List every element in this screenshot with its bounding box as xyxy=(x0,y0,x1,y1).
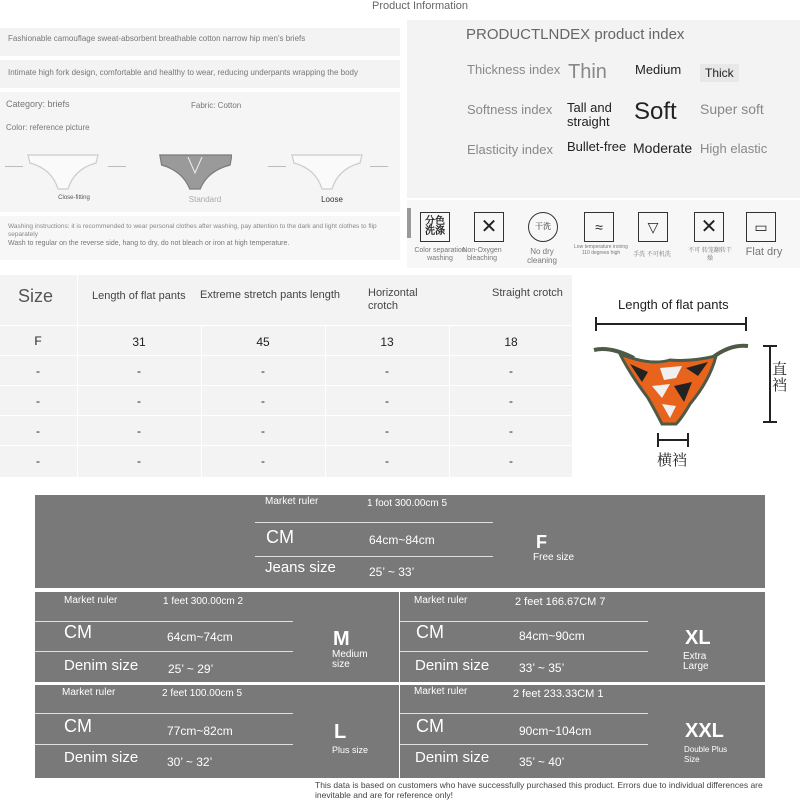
wash-label-no-dry-clean: No dry cleaning xyxy=(527,247,557,265)
footnote: This data is based on customers who have successfully purchased this product. Errors due to individual differences are inevitable and are for reference only! xyxy=(315,780,763,800)
size-letter: XXL xyxy=(685,720,724,742)
table-col-divider-3 xyxy=(325,325,326,477)
header-stretch-length: Extreme stretch pants length xyxy=(200,289,341,301)
diagram-horizontal-crotch-label: 横裆 xyxy=(657,452,688,469)
diagram-flat-length-label: Length of flat pants xyxy=(618,297,729,312)
market-ruler-value: 2 feet 233.33CM 1 xyxy=(513,688,604,700)
header-size: Size xyxy=(18,286,54,306)
cm-label: CM xyxy=(64,716,92,736)
separate-wash-icon: 分色 洗涤 xyxy=(420,212,450,242)
table-row-line xyxy=(0,355,572,356)
attributes-panel xyxy=(0,92,400,212)
fit-label-loose: Loose xyxy=(321,195,343,204)
header-horizontal-crotch: Horizontal crotch xyxy=(368,287,418,312)
table-cell: - xyxy=(137,364,141,378)
arrow-right-line-2 xyxy=(370,166,388,167)
market-ruler-label: Market ruler xyxy=(414,595,468,606)
header-flat-length: Length of flat pants xyxy=(92,290,186,302)
table-cell: 13 xyxy=(380,335,394,349)
wash-label-no-bleach: Non-Oxygen bleaching xyxy=(462,247,502,262)
size-description: Double Plus Size xyxy=(684,745,728,764)
thickness-label: Thickness index xyxy=(467,62,561,77)
thickness-medium: Medium xyxy=(635,62,682,77)
iron-icon: ≈ xyxy=(584,212,614,242)
wash-label-separate: Color separation washing xyxy=(414,247,466,262)
arrow-left-line-2 xyxy=(268,166,286,167)
panel-divider xyxy=(400,651,648,652)
table-cell: - xyxy=(137,394,141,408)
table-row-line xyxy=(0,325,572,326)
market-ruler-label: Market ruler xyxy=(62,687,116,698)
washing-instructions: Washing instructions: it is recommended to wear personal clothes after washing, pay attention to the dark and light clothes to flip separately xyxy=(8,223,377,238)
panel-divider xyxy=(35,713,293,714)
denim-value: 33’ ~ 35’ xyxy=(519,661,565,675)
diagram-straight-crotch-label: 直裆 xyxy=(772,361,788,394)
elasticity-high-elastic: High elastic xyxy=(700,141,768,156)
cm-value: 84cm~90cm xyxy=(519,629,585,643)
no-machine-wash-icon: ▽ xyxy=(638,212,668,242)
table-cell: F xyxy=(34,334,42,348)
page-title: Product Information xyxy=(372,0,468,12)
arrow-right-line xyxy=(108,166,126,167)
loose-brief-icon xyxy=(290,153,364,193)
market-ruler-label: Market ruler xyxy=(414,686,468,697)
thickness-thin: Thin xyxy=(568,61,607,83)
table-cell: - xyxy=(261,424,265,438)
table-cell: - xyxy=(509,394,513,408)
table-row-line xyxy=(0,445,572,446)
softness-super-soft: Super soft xyxy=(700,101,764,117)
cm-value: 77cm~82cm xyxy=(167,724,233,738)
panel-divider xyxy=(400,744,648,745)
elasticity-label: Elasticity index xyxy=(467,142,553,157)
size-description: Free size xyxy=(533,552,575,563)
wash-label-iron: Low temperature ironing 110 degrees high xyxy=(574,244,628,256)
market-ruler-label: Market ruler xyxy=(265,496,319,507)
table-cell: - xyxy=(36,364,40,378)
table-col-divider-4 xyxy=(449,325,450,477)
denim-label: Jeans size xyxy=(265,559,336,576)
cm-label: CM xyxy=(64,622,92,642)
market-ruler-label: Market ruler xyxy=(64,595,118,606)
fit-label-standard: Standard xyxy=(188,195,222,204)
table-cell: - xyxy=(261,364,265,378)
camo-brief-illustration xyxy=(590,312,790,472)
product-headline: Fashionable camouflage sweat-absorbent breathable cotton narrow hip men's briefs xyxy=(8,34,306,43)
denim-label: Denim size xyxy=(415,657,490,674)
size-letter: M xyxy=(333,628,350,650)
wash-label-machine: 手洗 不可机洗 xyxy=(633,252,671,258)
market-ruler-value: 1 feet 300.00cm 2 xyxy=(163,596,244,607)
market-ruler-value: 2 feet 100.00cm 5 xyxy=(162,688,243,699)
table-cell: - xyxy=(385,394,389,408)
fit-label-close: Close-fitting xyxy=(58,195,90,201)
panel-divider xyxy=(255,556,493,557)
standard-brief-icon xyxy=(158,153,232,193)
no-dry-clean-icon: 干洗 xyxy=(528,212,558,242)
elasticity-bullet-free: Bullet-free xyxy=(567,139,627,154)
denim-value: 25’ ~ 29’ xyxy=(168,662,214,676)
panel-divider xyxy=(255,522,493,523)
fabric-text: Fabric: Cotton xyxy=(191,101,242,110)
table-cell: - xyxy=(385,424,389,438)
size-description: Medium size xyxy=(332,649,368,670)
cm-label: CM xyxy=(416,716,444,736)
panel-divider xyxy=(35,651,293,652)
no-tumble-dry-icon: ✕ xyxy=(694,212,724,242)
size-description: Plus size xyxy=(332,745,369,755)
table-cell: 18 xyxy=(504,335,518,349)
arrow-left-line xyxy=(5,166,23,167)
wash-bar-accent xyxy=(407,208,411,238)
table-cell: - xyxy=(137,454,141,468)
denim-label: Denim size xyxy=(64,749,139,766)
table-cell: - xyxy=(385,364,389,378)
table-cell: 31 xyxy=(132,335,146,349)
table-cell: - xyxy=(509,364,513,378)
table-cell: - xyxy=(509,454,513,468)
denim-label: Denim size xyxy=(415,749,490,766)
size-letter: F xyxy=(536,532,547,552)
cm-label: CM xyxy=(266,527,294,547)
table-cell: - xyxy=(137,424,141,438)
header-straight-crotch: Straight crotch xyxy=(492,287,563,299)
size-letter: L xyxy=(334,721,347,743)
table-cell: - xyxy=(36,394,40,408)
size-description: Extra Large xyxy=(683,651,709,672)
table-cell: - xyxy=(385,454,389,468)
color-text: Color: reference picture xyxy=(6,123,90,132)
softness-tall-straight: Tall and straight xyxy=(567,100,612,129)
market-ruler-value: 1 foot 300.00cm 5 xyxy=(367,498,448,509)
panel-divider xyxy=(35,744,293,745)
wash-label-flat-dry: Flat dry xyxy=(745,246,783,258)
cm-value: 64cm~74cm xyxy=(167,630,233,644)
table-cell: - xyxy=(36,454,40,468)
softness-label: Softness index xyxy=(467,102,553,117)
denim-value: 25’ ~ 33’ xyxy=(369,565,415,579)
table-col-divider-2 xyxy=(201,325,202,477)
table-cell: - xyxy=(36,424,40,438)
product-description: Intimate high fork design, comfortable and healthy to wear, reducing underpants wrapping the body xyxy=(8,68,358,77)
cm-label: CM xyxy=(416,622,444,642)
category-text: Category: briefs xyxy=(6,99,70,109)
table-cell: - xyxy=(261,454,265,468)
wash-label-tumble: 不可 转笼翻转干燥 xyxy=(688,248,732,262)
thickness-thick-selected: Thick xyxy=(700,64,739,82)
cm-value: 90cm~104cm xyxy=(519,724,592,738)
size-letter: XL xyxy=(685,627,711,649)
table-row-line xyxy=(0,385,572,386)
cm-value: 64cm~84cm xyxy=(369,533,435,547)
elasticity-moderate-selected: Moderate xyxy=(633,140,693,156)
table-cell: 45 xyxy=(256,335,270,349)
denim-value: 35’ ~ 40’ xyxy=(519,755,565,769)
table-cell: - xyxy=(509,424,513,438)
panel-divider xyxy=(400,713,648,714)
softness-soft-selected: Soft xyxy=(634,98,677,125)
wash-rules: Wash to regular on the reverse side, hang to dry, do not bleach or iron at high temperature. xyxy=(8,240,290,247)
product-index-title: PRODUCTLNDEX product index xyxy=(466,26,685,43)
denim-value: 30’ ~ 32’ xyxy=(167,755,213,769)
table-row-line xyxy=(0,415,572,416)
table-col-divider xyxy=(77,275,78,477)
no-bleach-icon: ✕ xyxy=(474,212,504,242)
market-ruler-value: 2 feet 166.67CM 7 xyxy=(515,596,606,608)
table-cell: - xyxy=(261,394,265,408)
close-fitting-brief-icon xyxy=(26,153,100,193)
flat-dry-icon: ▭ xyxy=(746,212,776,242)
denim-label: Denim size xyxy=(64,657,139,674)
